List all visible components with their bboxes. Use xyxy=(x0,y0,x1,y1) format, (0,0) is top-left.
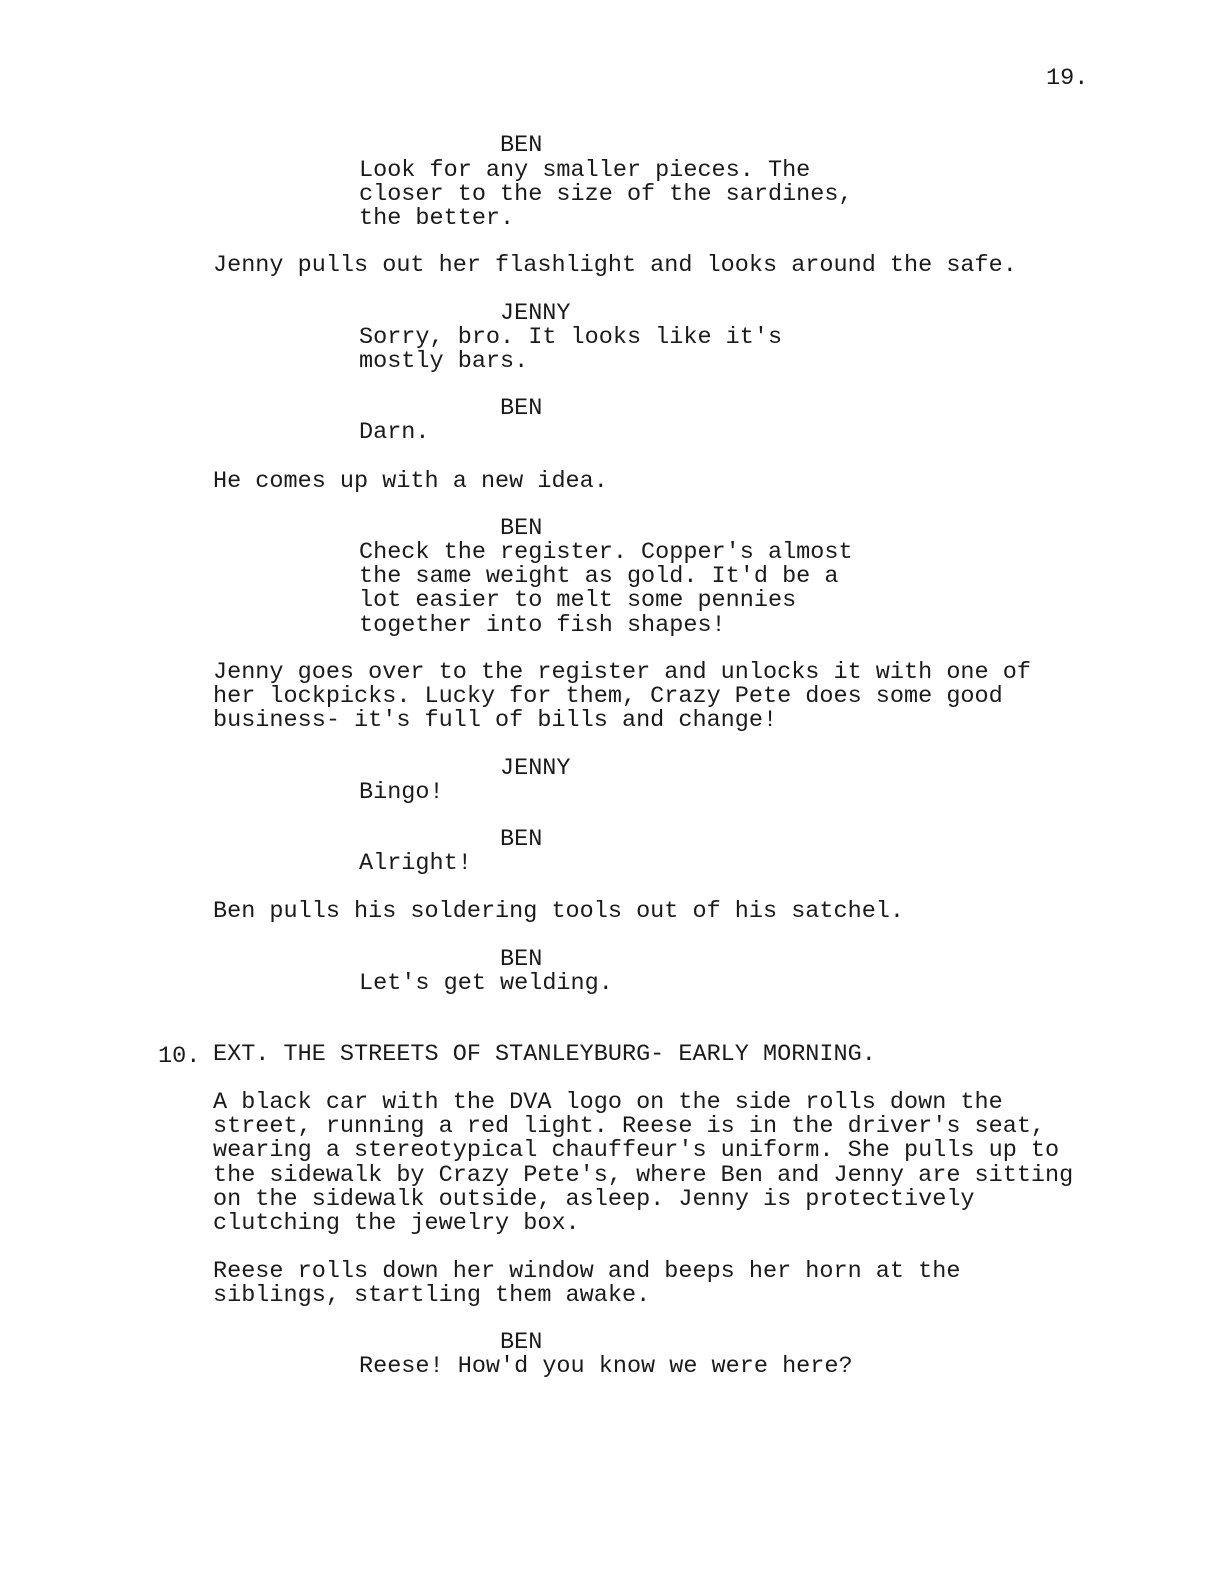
scene-heading: EXT. THE STREETS OF STANLEYBURG- EARLY MORNING. xyxy=(213,1041,876,1068)
character-cue: BEN xyxy=(500,826,543,853)
character-cue: BEN xyxy=(500,132,543,159)
action-line: He comes up with a new idea. xyxy=(213,468,608,495)
character-cue: BEN xyxy=(500,515,543,542)
action-line: Jenny pulls out her flashlight and looks around the safe. xyxy=(213,252,1017,279)
character-cue: BEN xyxy=(500,1329,543,1356)
dialogue: Look for any smaller pieces. The closer to the size of the sardines, the better. xyxy=(359,157,853,233)
character-cue: JENNY xyxy=(500,300,571,327)
dialogue: Sorry, bro. It looks like it's mostly bars. xyxy=(359,324,783,376)
dialogue: Alright! xyxy=(359,850,472,877)
action-line: Jenny goes over to the register and unlocks it with one of her lockpicks. Lucky for them, Crazy Pete does some good business- it's full of bills and change! xyxy=(213,659,1031,735)
dialogue: Bingo! xyxy=(359,779,444,806)
dialogue: Check the register. Copper's almost the same weight as gold. It'd be a lot easier to melt some pennies together into fish shapes! xyxy=(359,539,853,639)
character-cue: BEN xyxy=(500,395,543,422)
action-line: Reese rolls down her window and beeps her horn at the siblings, startling them awake. xyxy=(213,1258,961,1310)
action-line: Ben pulls his soldering tools out of his satchel. xyxy=(213,898,905,925)
scene-number: 10. xyxy=(158,1043,201,1070)
dialogue: Let's get welding. xyxy=(359,970,613,997)
page-number: 19. xyxy=(1046,65,1089,92)
action-line: A black car with the DVA logo on the side rolls down the street, running a red light. Reese is in the driver's seat, wearing a stereotypical chauffeur's uniform. She pulls up to the sidewalk by Crazy Pete's, where Ben and Jenny are sitting on the sidewalk outside, asleep. Jenny is protectively clutching the jewelry box. xyxy=(213,1089,1074,1238)
character-cue: BEN xyxy=(500,946,543,973)
character-cue: JENNY xyxy=(500,755,571,782)
dialogue: Reese! How'd you know we were here? xyxy=(359,1353,853,1380)
dialogue: Darn. xyxy=(359,419,430,446)
